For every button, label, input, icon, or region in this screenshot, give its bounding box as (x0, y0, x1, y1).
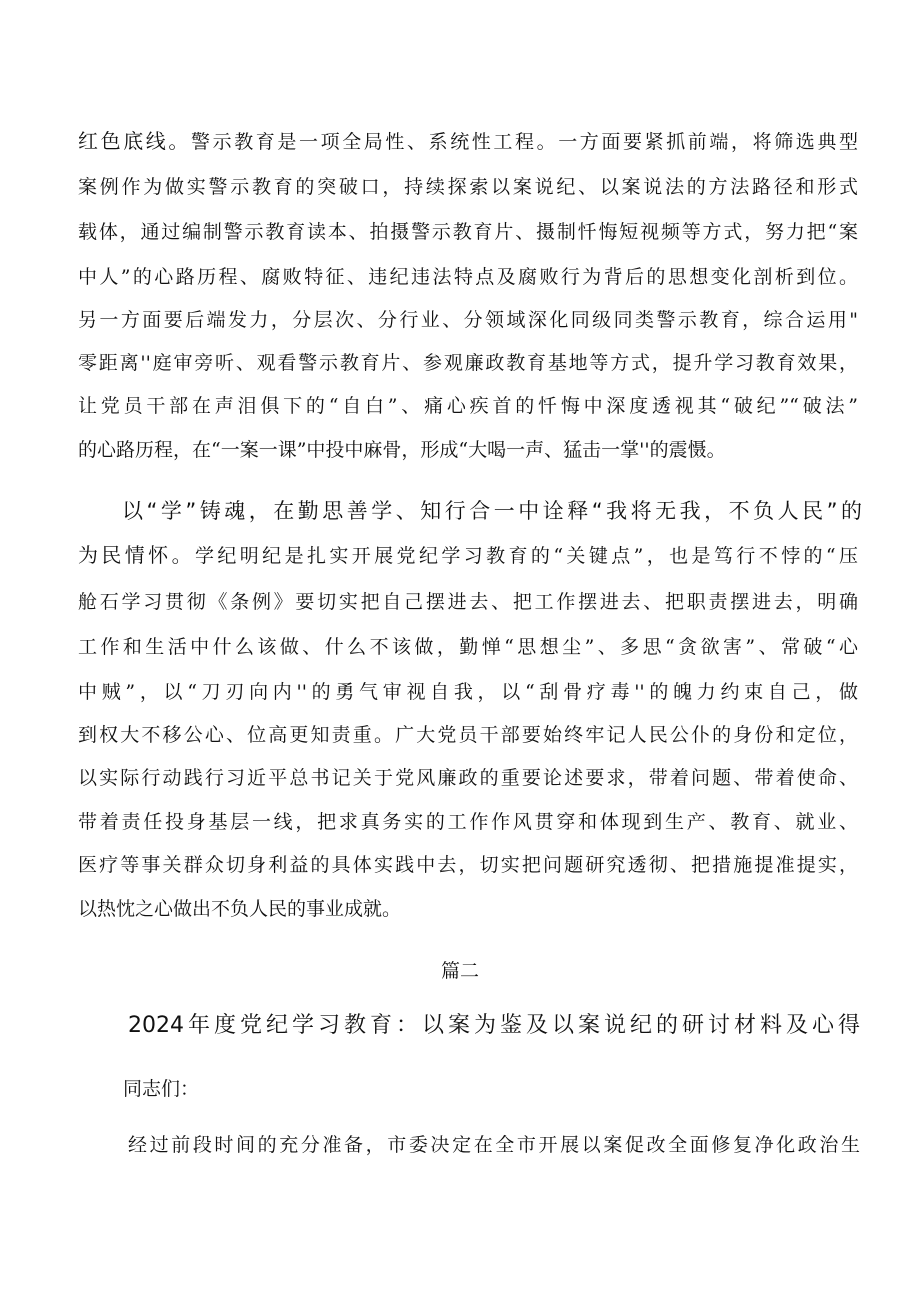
paragraph-line: 以实际行动践行习近平总书记关于党风廉政的重要论述要求，带着问题、带着使命、 (78, 767, 858, 789)
paragraph-line: 中贼”，以“刀刃向内''的勇气审视自我，以“刮骨疗毒''的魄力约束自己，做 (78, 681, 858, 703)
paragraph-line: 以热忱之心做出不负人民的事业成就。 (78, 898, 402, 920)
paragraph-line: 的心路历程，在“一案一课”中投中麻骨，形成“大喝一声、猛击一掌''的震慑。 (78, 439, 726, 461)
document-title: 2024年度党纪学习教育：以案为鉴及以案说纪的研讨材料及心得 (128, 1013, 860, 1038)
paragraph-line: 案例作为做实警示教育的突破口，持续探索以案说纪、以案说法的方法路径和形式 (78, 176, 858, 198)
salutation: 同志们： (123, 1078, 200, 1100)
paragraph-lead: 红色底线。 (78, 129, 191, 153)
paragraph-line: 带着责任投身基层一线，把求真务实的工作作风贯穿和体现到生产、教育、就业、 (78, 811, 858, 833)
paragraph-line: 到权大不移公心、位高更知责重。广大党员干部要始终牢记人民公仆的身份和定位， (78, 724, 858, 746)
paragraph-line: 舱石学习贯彻《条例》要切实把自己摆进去、把工作摆进去、把职责摆进去，明确 (78, 591, 858, 613)
paragraph-line: 另一方面要后端发力，分层次、分行业、分领域深化同级同类警示教育，综合运用" (78, 309, 858, 331)
paragraph-line (78, 129, 858, 153)
paragraph-line: 让党员干部在声泪俱下的“自白”、痛心疾首的忏悔中深度透视其“破纪”“破法” (78, 395, 858, 417)
paragraph-line: 中人”的心路历程、腐败特征、违纪违法特点及腐败行为背后的思想变化剖析到位。 (78, 266, 858, 288)
paragraph-line: 工作和生活中什么该做、什么不该做，勤惮“思想尘”、多思“贪欲害”、常破“心 (78, 636, 858, 658)
part-label: 篇二 (440, 960, 479, 982)
paragraph-line: 经过前段时间的充分准备，市委决定在全市开展以案促改全面修复净化政治生 (128, 1134, 860, 1156)
paragraph-text: 学纪明纪是扎实开展党纪学习教育的“关键点”，也是笃行不悖的“压 (194, 545, 858, 567)
paragraph-line: 载体，通过编制警示教育读本、拍摄警示教育片、摄制忏悔短视频等方式，努力把“案 (78, 221, 858, 243)
paragraph-lead: 为民情怀。 (78, 543, 195, 567)
paragraph-line: 零距离''庭审旁听、观看警示教育片、参观廉政教育基地等方式，提升学习教育效果， (78, 352, 858, 374)
paragraph-line (78, 543, 858, 567)
paragraph-heading: 以“学”铸魂，在勤思善学、知行合一中诠释“我将无我，不负人民”的 (122, 499, 862, 523)
paragraph-line: 医疗等事关群众切身利益的具体实践中去，切实把问题研究透彻、把措施提准提实， (78, 854, 858, 876)
paragraph-text: 警示教育是一项全局性、系统性工程。一方面要紧抓前端，将筛选典型 (191, 131, 858, 153)
